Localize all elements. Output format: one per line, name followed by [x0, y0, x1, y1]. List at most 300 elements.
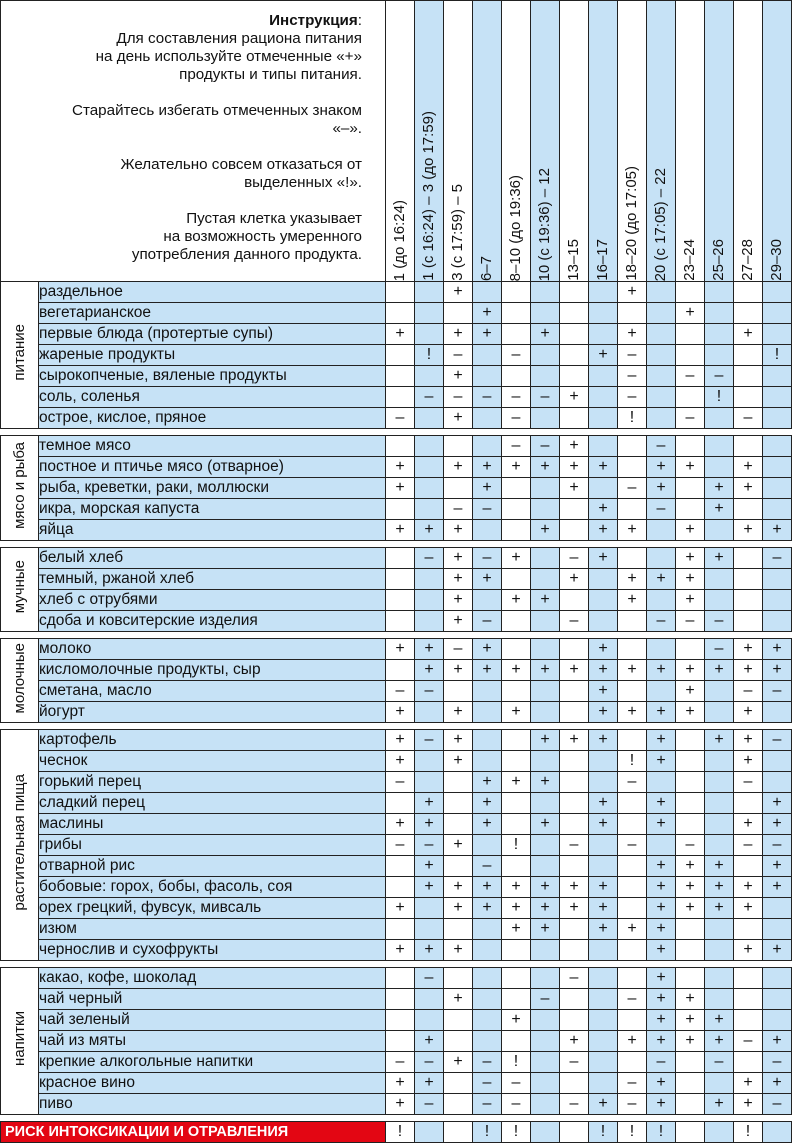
mark-cell: + [618, 324, 647, 345]
mark-cell: – [705, 366, 734, 387]
mark-cell [473, 940, 502, 961]
mark-cell [734, 499, 763, 520]
column-header-label: 20 (с 17:05) – 22 [652, 167, 669, 281]
mark-cell [705, 940, 734, 961]
mark-cell [502, 681, 531, 702]
mark-cell: + [415, 877, 444, 898]
mark-cell [705, 702, 734, 723]
mark-cell: – [444, 387, 473, 408]
mark-cell [444, 1031, 473, 1052]
mark-cell [734, 366, 763, 387]
product-name: первые блюда (протертые супы) [39, 324, 386, 345]
mark-cell: – [531, 989, 560, 1010]
mark-cell: + [502, 457, 531, 478]
mark-cell: + [734, 751, 763, 772]
mark-cell [386, 877, 415, 898]
mark-cell: – [415, 835, 444, 856]
mark-cell [618, 611, 647, 632]
mark-cell: + [502, 660, 531, 681]
mark-cell: ! [618, 751, 647, 772]
mark-cell [589, 611, 618, 632]
product-name: раздельное [39, 282, 386, 303]
mark-cell [386, 968, 415, 989]
mark-cell [618, 548, 647, 569]
mark-cell: + [734, 478, 763, 499]
mark-cell: + [415, 520, 444, 541]
column-header-label: 6–7 [478, 255, 495, 281]
mark-cell [502, 856, 531, 877]
mark-cell: + [734, 639, 763, 660]
mark-cell: + [589, 898, 618, 919]
mark-cell: – [560, 968, 589, 989]
product-name: отварной рис [39, 856, 386, 877]
mark-cell [734, 345, 763, 366]
mark-cell: – [734, 772, 763, 793]
mark-cell: + [386, 1073, 415, 1094]
mark-cell: + [444, 940, 473, 961]
mark-cell [444, 436, 473, 457]
mark-cell: + [734, 940, 763, 961]
mark-cell [676, 793, 705, 814]
mark-cell: + [444, 835, 473, 856]
mark-cell: + [560, 436, 589, 457]
column-header-label: 13–15 [565, 239, 582, 281]
mark-cell: + [676, 1010, 705, 1031]
mark-cell [386, 660, 415, 681]
mark-cell [560, 814, 589, 835]
group-separator [1, 723, 792, 730]
mark-cell: + [618, 282, 647, 303]
mark-cell [473, 989, 502, 1010]
mark-cell: + [705, 877, 734, 898]
mark-cell: + [705, 548, 734, 569]
product-name: сдоба и ковситерские изделия [39, 611, 386, 632]
mark-cell [386, 1010, 415, 1031]
mark-cell: – [763, 835, 792, 856]
mark-cell [676, 345, 705, 366]
mark-cell [502, 639, 531, 660]
mark-cell: + [647, 968, 676, 989]
column-header-label: 18–20 (до 17:05) [623, 166, 640, 281]
mark-cell: + [473, 660, 502, 681]
mark-cell: + [647, 919, 676, 940]
group-separator [1, 961, 792, 968]
mark-cell [473, 345, 502, 366]
mark-cell [763, 611, 792, 632]
mark-cell: – [647, 499, 676, 520]
mark-cell [763, 569, 792, 590]
group-label [1, 282, 39, 429]
mark-cell [386, 569, 415, 590]
mark-cell [734, 436, 763, 457]
mark-cell [415, 590, 444, 611]
mark-cell: – [502, 387, 531, 408]
mark-cell [647, 835, 676, 856]
mark-cell [560, 499, 589, 520]
mark-cell [763, 590, 792, 611]
product-name: белый хлеб [39, 548, 386, 569]
mark-cell: + [386, 702, 415, 723]
mark-cell: – [473, 499, 502, 520]
mark-cell: – [763, 1052, 792, 1073]
mark-cell [763, 408, 792, 429]
mark-cell: – [676, 366, 705, 387]
product-name: грибы [39, 835, 386, 856]
mark-cell: – [618, 366, 647, 387]
mark-cell [676, 387, 705, 408]
mark-cell [647, 282, 676, 303]
group-label-text: питание [11, 324, 28, 381]
mark-cell [734, 989, 763, 1010]
risk-row [1, 1122, 792, 1143]
mark-cell [618, 639, 647, 660]
risk-cell [531, 1122, 560, 1143]
mark-cell: + [415, 856, 444, 877]
mark-cell: – [618, 772, 647, 793]
mark-cell: – [560, 835, 589, 856]
mark-cell: + [676, 1031, 705, 1052]
mark-cell: – [618, 989, 647, 1010]
mark-cell: + [444, 408, 473, 429]
mark-cell: – [618, 1094, 647, 1115]
mark-cell [589, 989, 618, 1010]
table-row [1, 1031, 792, 1052]
mark-cell: + [589, 499, 618, 520]
mark-cell: + [415, 1073, 444, 1094]
group-label-text: мясо и рыба [11, 442, 28, 529]
mark-cell: + [763, 1031, 792, 1052]
mark-cell [589, 324, 618, 345]
mark-cell: – [415, 730, 444, 751]
product-name: йогурт [39, 702, 386, 723]
mark-cell [734, 856, 763, 877]
mark-cell: + [502, 590, 531, 611]
mark-cell: + [444, 660, 473, 681]
mark-cell [618, 793, 647, 814]
mark-cell: – [473, 1052, 502, 1073]
mark-cell: + [589, 681, 618, 702]
mark-cell [734, 387, 763, 408]
mark-cell [763, 366, 792, 387]
mark-cell: + [647, 702, 676, 723]
mark-cell [763, 303, 792, 324]
mark-cell [560, 1010, 589, 1031]
mark-cell [473, 702, 502, 723]
mark-cell: + [763, 520, 792, 541]
mark-cell [676, 324, 705, 345]
table-row [1, 408, 792, 429]
product-name: чернослив и сухофрукты [39, 940, 386, 961]
instruction-line: выделенных «!». [244, 174, 362, 191]
mark-cell: + [386, 940, 415, 961]
column-header [647, 1, 676, 282]
mark-cell: + [502, 898, 531, 919]
mark-cell [560, 303, 589, 324]
column-header [386, 1, 415, 282]
mark-cell [444, 919, 473, 940]
mark-cell: – [444, 345, 473, 366]
instruction-title: Инструкция [269, 12, 358, 29]
mark-cell [531, 548, 560, 569]
group-label [1, 548, 39, 632]
mark-cell [502, 282, 531, 303]
mark-cell [734, 968, 763, 989]
mark-cell [705, 324, 734, 345]
mark-cell: – [647, 436, 676, 457]
mark-cell: + [734, 457, 763, 478]
group-label-text: напитки [11, 1011, 28, 1066]
mark-cell: – [763, 1094, 792, 1115]
mark-cell [415, 751, 444, 772]
mark-cell [502, 751, 531, 772]
mark-cell: + [705, 856, 734, 877]
mark-cell [473, 408, 502, 429]
mark-cell [705, 457, 734, 478]
mark-cell: + [589, 520, 618, 541]
mark-cell [560, 345, 589, 366]
mark-cell: – [415, 548, 444, 569]
mark-cell: + [763, 877, 792, 898]
mark-cell [763, 772, 792, 793]
mark-cell: + [560, 569, 589, 590]
mark-cell: – [618, 345, 647, 366]
mark-cell [560, 282, 589, 303]
mark-cell: + [473, 898, 502, 919]
mark-cell: + [589, 1094, 618, 1115]
product-name: орех грецкий, фувсук, мивсаль [39, 898, 386, 919]
mark-cell: + [705, 478, 734, 499]
column-header [618, 1, 647, 282]
mark-cell [763, 989, 792, 1010]
mark-cell: – [763, 548, 792, 569]
mark-cell: + [473, 772, 502, 793]
mark-cell [560, 919, 589, 940]
risk-label: РИСК ИНТОКСИКАЦИИ И ОТРАВЛЕНИЯ [1, 1122, 386, 1143]
mark-cell [531, 639, 560, 660]
risk-cell: ! [647, 1122, 676, 1143]
mark-cell [531, 282, 560, 303]
mark-cell: + [705, 1031, 734, 1052]
mark-cell: + [647, 877, 676, 898]
table-row [1, 660, 792, 681]
mark-cell [560, 408, 589, 429]
mark-cell [444, 968, 473, 989]
mark-cell [415, 772, 444, 793]
mark-cell [531, 366, 560, 387]
mark-cell: + [502, 772, 531, 793]
mark-cell: + [647, 1073, 676, 1094]
mark-cell [705, 793, 734, 814]
mark-cell [676, 940, 705, 961]
mark-cell: + [734, 1073, 763, 1094]
mark-cell: + [734, 877, 763, 898]
mark-cell: + [386, 1094, 415, 1115]
mark-cell: + [444, 877, 473, 898]
mark-cell: + [618, 919, 647, 940]
mark-cell [531, 793, 560, 814]
mark-cell: + [444, 520, 473, 541]
mark-cell: + [386, 520, 415, 541]
table-row [1, 366, 792, 387]
mark-cell [734, 548, 763, 569]
mark-cell [473, 520, 502, 541]
mark-cell: + [444, 898, 473, 919]
mark-cell [473, 835, 502, 856]
mark-cell [676, 1094, 705, 1115]
mark-cell [589, 478, 618, 499]
mark-cell [647, 548, 676, 569]
mark-cell: + [415, 793, 444, 814]
mark-cell [589, 968, 618, 989]
mark-cell: + [763, 1073, 792, 1094]
mark-cell [676, 436, 705, 457]
mark-cell: + [531, 324, 560, 345]
mark-cell: + [560, 898, 589, 919]
mark-cell: – [444, 499, 473, 520]
mark-cell: + [618, 660, 647, 681]
mark-cell [647, 345, 676, 366]
group-separator [1, 541, 792, 548]
group-label [1, 968, 39, 1115]
mark-cell [502, 793, 531, 814]
mark-cell: + [444, 751, 473, 772]
mark-cell: + [531, 877, 560, 898]
mark-cell: + [676, 457, 705, 478]
mark-cell: + [763, 793, 792, 814]
mark-cell: + [560, 478, 589, 499]
mark-cell: – [618, 1073, 647, 1094]
mark-cell [618, 730, 647, 751]
mark-cell [589, 1073, 618, 1094]
mark-cell [589, 772, 618, 793]
mark-cell: + [734, 898, 763, 919]
mark-cell: + [676, 660, 705, 681]
mark-cell [415, 898, 444, 919]
mark-cell [705, 282, 734, 303]
mark-cell: – [676, 611, 705, 632]
mark-cell [473, 730, 502, 751]
mark-cell [589, 1052, 618, 1073]
table-row [1, 835, 792, 856]
column-header [705, 1, 734, 282]
mark-cell [386, 282, 415, 303]
mark-cell: + [444, 324, 473, 345]
table-row [1, 856, 792, 877]
mark-cell [734, 282, 763, 303]
mark-cell: + [705, 898, 734, 919]
table-row [1, 1052, 792, 1073]
header-spacer [1, 1, 386, 282]
mark-cell: + [763, 856, 792, 877]
table-row [1, 303, 792, 324]
instruction-line: Старайтесь избегать отмеченных знаком [71, 102, 362, 119]
mark-cell: + [705, 730, 734, 751]
mark-cell: + [589, 639, 618, 660]
mark-cell [676, 1052, 705, 1073]
table-row [1, 702, 792, 723]
mark-cell [618, 457, 647, 478]
mark-cell: – [705, 1052, 734, 1073]
mark-cell: – [386, 1052, 415, 1073]
mark-cell: + [444, 702, 473, 723]
mark-cell [386, 919, 415, 940]
mark-cell [502, 989, 531, 1010]
mark-cell [647, 520, 676, 541]
mark-cell: + [386, 898, 415, 919]
mark-cell [386, 611, 415, 632]
mark-cell: + [386, 751, 415, 772]
risk-cell: ! [618, 1122, 647, 1143]
mark-cell: – [618, 478, 647, 499]
mark-cell [676, 968, 705, 989]
mark-cell: ! [705, 387, 734, 408]
mark-cell [415, 499, 444, 520]
mark-cell [415, 282, 444, 303]
mark-cell [589, 303, 618, 324]
mark-cell: + [763, 660, 792, 681]
mark-cell [560, 681, 589, 702]
mark-cell [444, 478, 473, 499]
mark-cell [618, 681, 647, 702]
mark-cell [618, 1010, 647, 1031]
mark-cell [531, 856, 560, 877]
mark-cell [444, 814, 473, 835]
product-name: красное вино [39, 1073, 386, 1094]
mark-cell: + [560, 660, 589, 681]
table-row [1, 919, 792, 940]
mark-cell: – [502, 408, 531, 429]
mark-cell [560, 520, 589, 541]
mark-cell [589, 856, 618, 877]
mark-cell: + [734, 814, 763, 835]
mark-cell: + [386, 457, 415, 478]
mark-cell [763, 968, 792, 989]
risk-cell [444, 1122, 473, 1143]
column-header-label: 1 (с 16:24) – 3 (до 17:59) [420, 111, 437, 281]
mark-cell: + [444, 548, 473, 569]
mark-cell [676, 751, 705, 772]
mark-cell: + [415, 814, 444, 835]
mark-cell [473, 751, 502, 772]
mark-cell: + [444, 457, 473, 478]
mark-cell: – [473, 611, 502, 632]
mark-cell: + [647, 660, 676, 681]
mark-cell: + [705, 660, 734, 681]
mark-cell [734, 303, 763, 324]
mark-cell: + [415, 940, 444, 961]
mark-cell: + [647, 898, 676, 919]
product-name: картофель [39, 730, 386, 751]
column-header-label: 16–17 [594, 239, 611, 281]
mark-cell [386, 499, 415, 520]
mark-cell [444, 1010, 473, 1031]
mark-cell: + [473, 324, 502, 345]
mark-cell [618, 303, 647, 324]
mark-cell: + [473, 814, 502, 835]
group-separator [1, 632, 792, 639]
mark-cell: + [647, 1031, 676, 1052]
mark-cell: + [618, 569, 647, 590]
product-name: какао, кофе, шоколад [39, 968, 386, 989]
mark-cell [386, 548, 415, 569]
product-name: бобовые: горох, бобы, фасоль, соя [39, 877, 386, 898]
mark-cell [386, 1031, 415, 1052]
column-header-label: 23–24 [681, 239, 698, 281]
mark-cell: + [734, 1094, 763, 1115]
mark-cell [647, 639, 676, 660]
instruction-line: на день используйте отмеченные «+» [95, 48, 362, 65]
product-name: крепкие алкогольные напитки [39, 1052, 386, 1073]
